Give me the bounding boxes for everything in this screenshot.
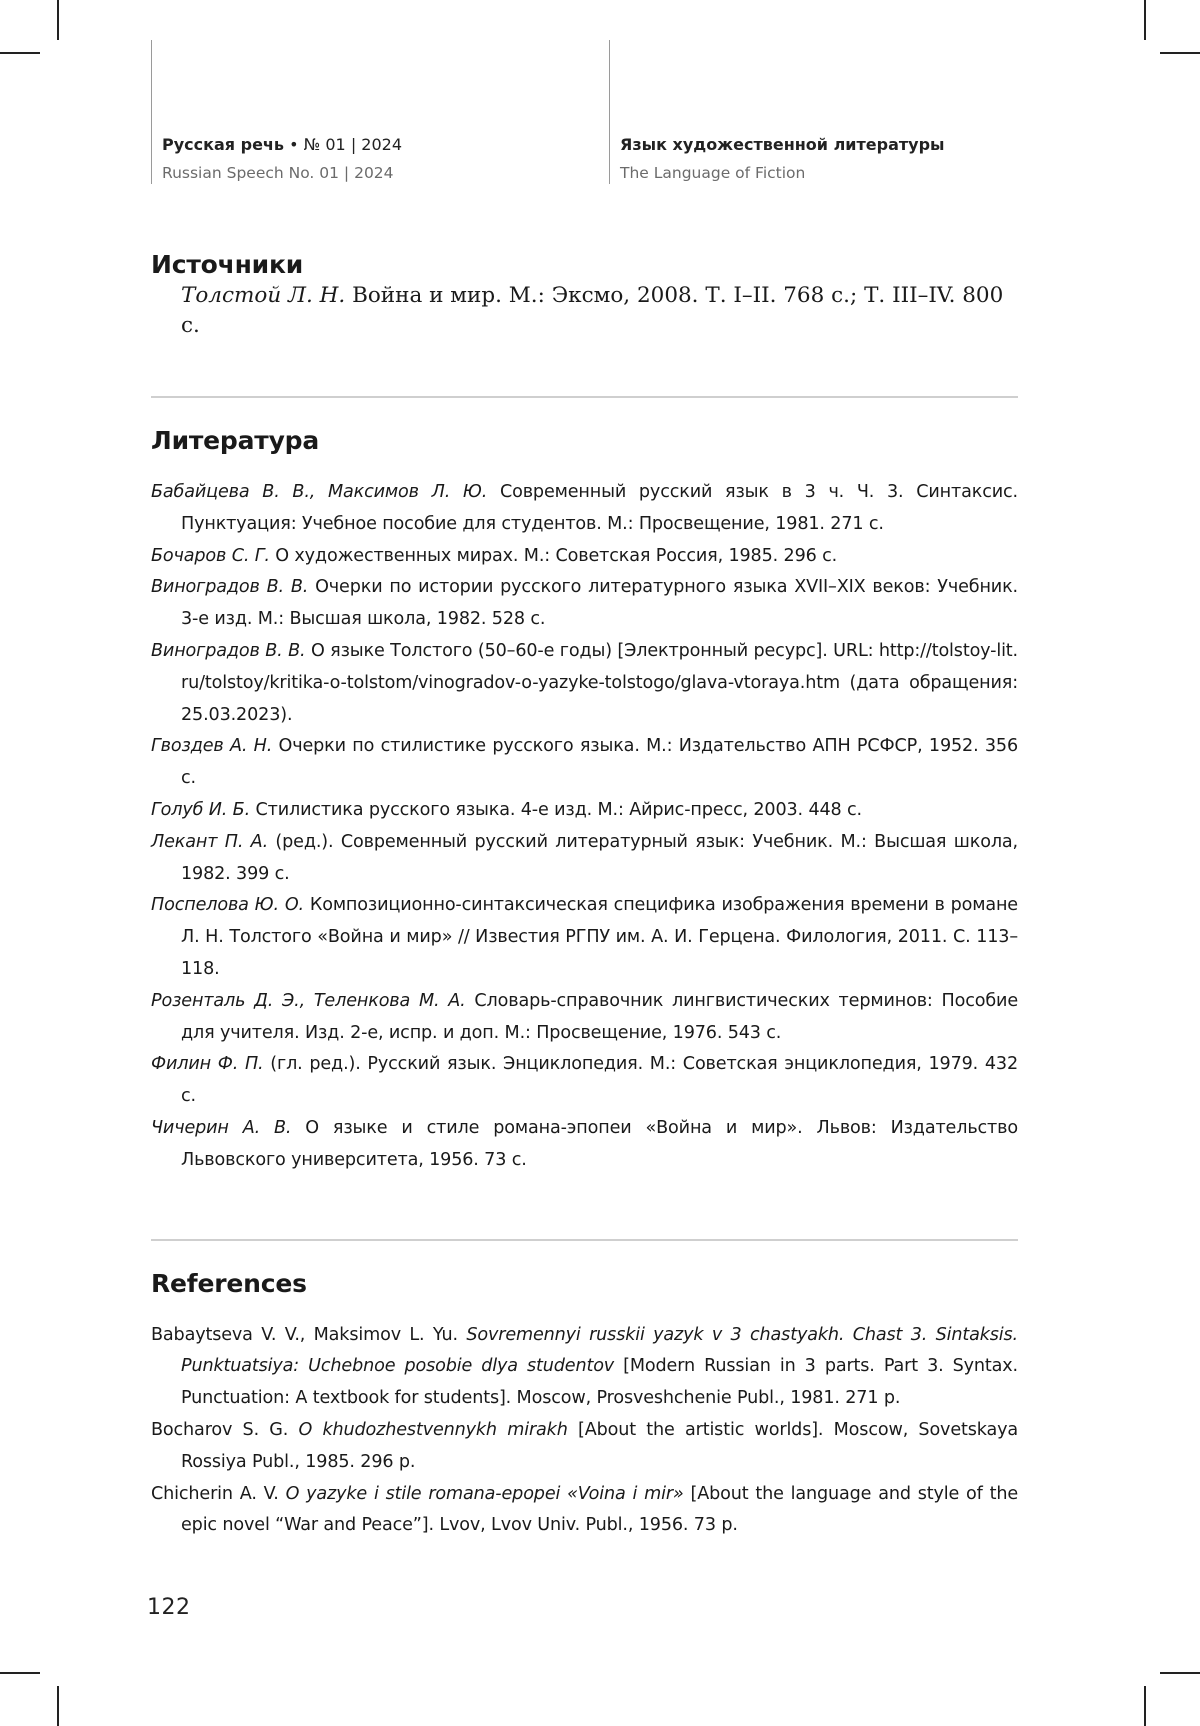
- literature-heading: Литература: [151, 426, 320, 455]
- journal-bullet: •: [284, 135, 304, 154]
- section-divider: [151, 1239, 1018, 1241]
- running-header-journal: [151, 40, 601, 184]
- literature-item: Чичерин А. В. О языке и стиле романа-эпопеи «Война и мир». Львов: Издательство Львовского университета, 1956. 73 с.: [151, 1117, 1018, 1170]
- crop-mark: [1144, 0, 1146, 40]
- reference-item: Babaytseva V. V., Maksimov L. Yu. Sovremennyi russkii yazyk v 3 chastyakh. Chast 3. Sintaksis. Punktuatsiya: Uchebnoe posobie dlya studentov [Modern Russian in 3 parts. Part 3. Syntax. Punctuation: A textbook for students]. Moscow, Prosveshchenie Publ., 1981. 271 p.: [151, 1324, 1019, 1409]
- literature-list: [151, 477, 1018, 1177]
- sources-entry-author: Толстой Л. Н.: [181, 283, 346, 308]
- references-heading: References: [151, 1268, 307, 1298]
- article-content: [151, 250, 1018, 1542]
- reference-item: Bocharov S. G. O khudozhestvennykh mirakh [About the artistic worlds]. Moscow, Sovetskaya Rossiya Publ., 1985. 296 p.: [151, 1419, 1019, 1472]
- literature-item: Розенталь Д. Э., Теленкова М. А. Словарь-справочник лингвистических терминов: Пособие для учителя. Изд. 2-е, испр. и доп. М.: Просвещение, 1976. 543 с.: [151, 990, 1018, 1043]
- reference-item: Chicherin A. V. O yazyke i stile romana-epopei «Voina i mir» [About the language and style of the epic novel “War and Peace”]. Lvov, Lvov Univ. Publ., 1956. 73 p.: [151, 1483, 1018, 1536]
- journal-title-line: [162, 135, 402, 154]
- journal-english-title: Russian Speech No. 01 | 2024: [162, 164, 394, 182]
- crop-mark: [57, 0, 59, 40]
- literature-item: Бабайцева В. В., Максимов Л. Ю. Современный русский язык в 3 ч. Ч. 3. Синтаксис. Пунктуация: Учебное пособие для студентов. М.: Просвещение, 1981. 271 с.: [151, 482, 1018, 534]
- section-divider: [151, 396, 1018, 398]
- crop-mark: [1144, 1686, 1146, 1726]
- literature-item: Лекант П. А. (ред.). Современный русский литературный язык: Учебник. М.: Высшая школа, 1982. 399 с.: [151, 831, 1018, 884]
- sources-entry: [181, 281, 1018, 341]
- journal-title: Русская речь: [162, 135, 285, 154]
- crop-mark: [57, 1686, 59, 1726]
- literature-item: Поспелова Ю. О. Композиционно-синтаксическая специфика изображения времени в романе Л. Н. Толстого «Война и мир» // Известия РГПУ им. А. И. Герцена. Филология, 2011. С. 113–118.: [151, 895, 1018, 979]
- crop-mark: [0, 52, 40, 54]
- sources-section: [151, 250, 1018, 341]
- journal-issue: № 01 | 2024: [303, 135, 403, 154]
- sources-entry-text: Война и мир. М.: Эксмо, 2008. Т. I–II. 768 с.; Т. III–IV. 800 с.: [181, 283, 1004, 338]
- literature-item: Голуб И. Б. Стилистика русского языка. 4-е изд. М.: Айрис-пресс, 2003. 448 с.: [151, 799, 862, 820]
- crop-mark: [1160, 52, 1200, 54]
- literature-section: [151, 426, 1018, 1177]
- literature-item: Гвоздев А. Н. Очерки по стилистике русского языка. М.: Издательство АПН РСФСР, 1952. 356 с.: [151, 736, 1019, 789]
- sources-heading: Источники: [151, 250, 304, 279]
- literature-item: Бочаров С. Г. О художественных мирах. М.: Советская Россия, 1985. 296 с.: [151, 545, 838, 566]
- crop-mark: [1160, 1672, 1200, 1674]
- literature-item: Филин Ф. П. (гл. ред.). Русский язык. Энциклопедия. М.: Советская энциклопедия, 1979. 432 с.: [151, 1054, 1018, 1107]
- section-english-title: The Language of Fiction: [620, 164, 806, 182]
- page-number: 122: [147, 1595, 191, 1620]
- references-list: [151, 1320, 1018, 1543]
- running-header-section: [609, 40, 1059, 184]
- section-title: Язык художественной литературы: [620, 135, 945, 154]
- crop-mark: [0, 1672, 40, 1674]
- literature-item: Виноградов В. В. Очерки по истории русского литературного языка XVII–XIX веков: Учебник. 3-е изд. М.: Высшая школа, 1982. 528 с.: [151, 577, 1018, 630]
- references-section: [151, 1269, 1018, 1543]
- literature-item: Виноградов В. В. О языке Толстого (50–60-е годы) [Электронный ресурс]. URL: http://tolstoy-lit.ru/tolstoy/kritika-o-tolstom/vinogradov-o-yazyke-tolstogo/glava-vtoraya.htm (дата обращения: 25.03.2023).: [151, 640, 1018, 725]
